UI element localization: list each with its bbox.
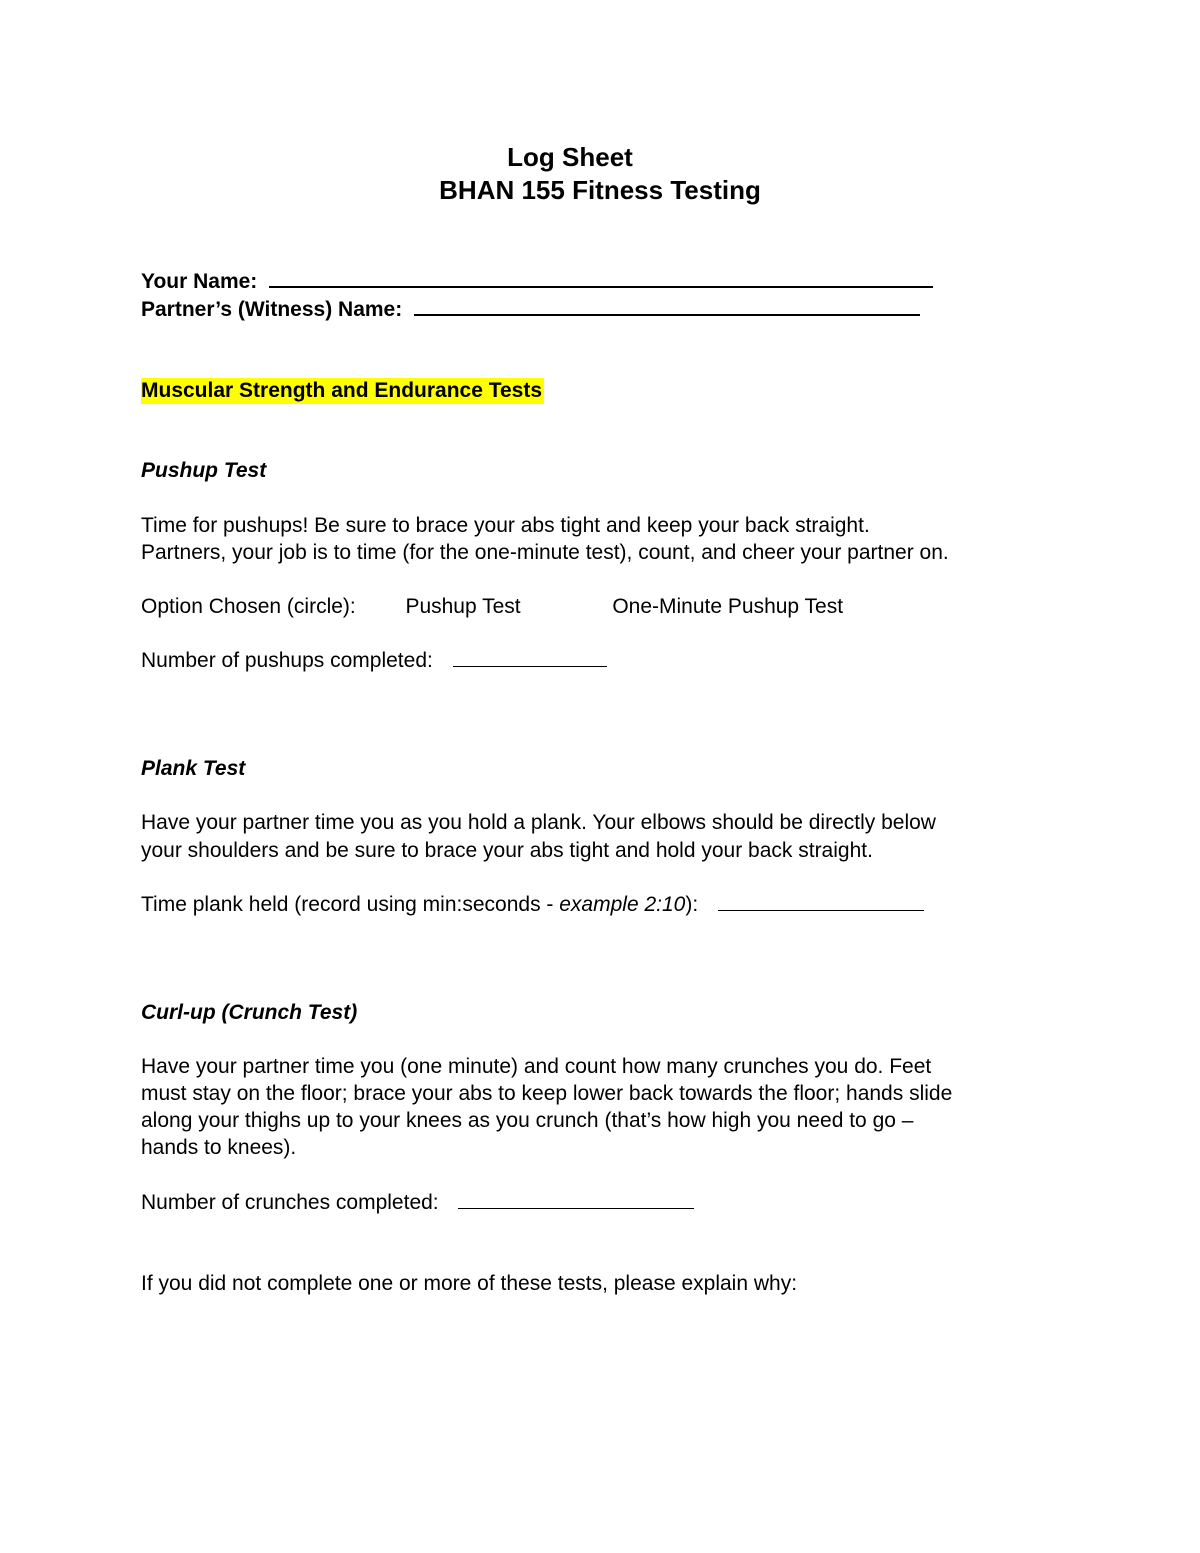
plank-time-label-pre: Time plank held (record using min:seconds - <box>141 893 560 916</box>
pushup-option-2[interactable]: One-Minute Pushup Test <box>612 595 844 618</box>
explain-prompt: If you did not complete one or more of these tests, please explain why: <box>141 1272 798 1295</box>
partner-name-blank[interactable] <box>414 296 920 316</box>
curlup-heading: Curl-up (Crunch Test) <box>141 1001 358 1024</box>
document-subtitle: BHAN 155 Fitness Testing <box>439 175 761 205</box>
document-title-block <box>0 141 1200 207</box>
curlup-desc-line-1: Have your partner time you (one minute) and count how many crunches you do. Feet <box>141 1055 932 1078</box>
partner-name-row <box>141 296 920 323</box>
plank-time-row <box>141 891 924 918</box>
curlup-desc-line-4: hands to knees). <box>141 1136 297 1159</box>
plank-time-example: example 2:10 <box>559 893 686 916</box>
pushup-heading: Pushup Test <box>141 459 267 482</box>
pushup-count-label: Number of pushups completed: <box>141 649 433 672</box>
curlup-count-label: Number of crunches completed: <box>141 1191 439 1214</box>
pushup-count-row <box>141 647 607 674</box>
plank-desc-line-1: Have your partner time you as you hold a plank. Your elbows should be directly below <box>141 811 936 834</box>
plank-time-blank[interactable] <box>718 892 924 911</box>
section-heading-row <box>141 377 544 404</box>
plank-heading: Plank Test <box>141 757 246 780</box>
pushup-option-row <box>141 593 843 620</box>
your-name-row <box>141 268 933 295</box>
document-title: Log Sheet <box>507 142 633 172</box>
pushup-desc-line-2: Partners, your job is to time (for the one-minute test), count, and cheer your partner on. <box>141 541 949 564</box>
pushup-option-1[interactable]: Pushup Test <box>405 595 521 618</box>
partner-name-label: Partner’s (Witness) Name: <box>141 298 403 321</box>
curlup-count-row <box>141 1189 694 1216</box>
your-name-label: Your Name: <box>141 270 258 293</box>
your-name-blank[interactable] <box>269 268 933 288</box>
section-heading: Muscular Strength and Endurance Tests <box>141 379 543 402</box>
pushup-option-label: Option Chosen (circle): <box>141 595 356 618</box>
plank-time-label-post: ): <box>685 893 699 916</box>
pushup-desc-line-1: Time for pushups! Be sure to brace your abs tight and keep your back straight. <box>141 514 870 537</box>
plank-desc-line-2: your shoulders and be sure to brace your abs tight and hold your back straight. <box>141 839 873 862</box>
curlup-desc-line-3: along your thighs up to your knees as you crunch (that’s how high you need to go – <box>141 1109 914 1132</box>
curlup-count-blank[interactable] <box>458 1190 694 1209</box>
curlup-desc-line-2: must stay on the floor; brace your abs to keep lower back towards the floor; hands slide <box>141 1082 953 1105</box>
pushup-count-blank[interactable] <box>453 648 607 667</box>
